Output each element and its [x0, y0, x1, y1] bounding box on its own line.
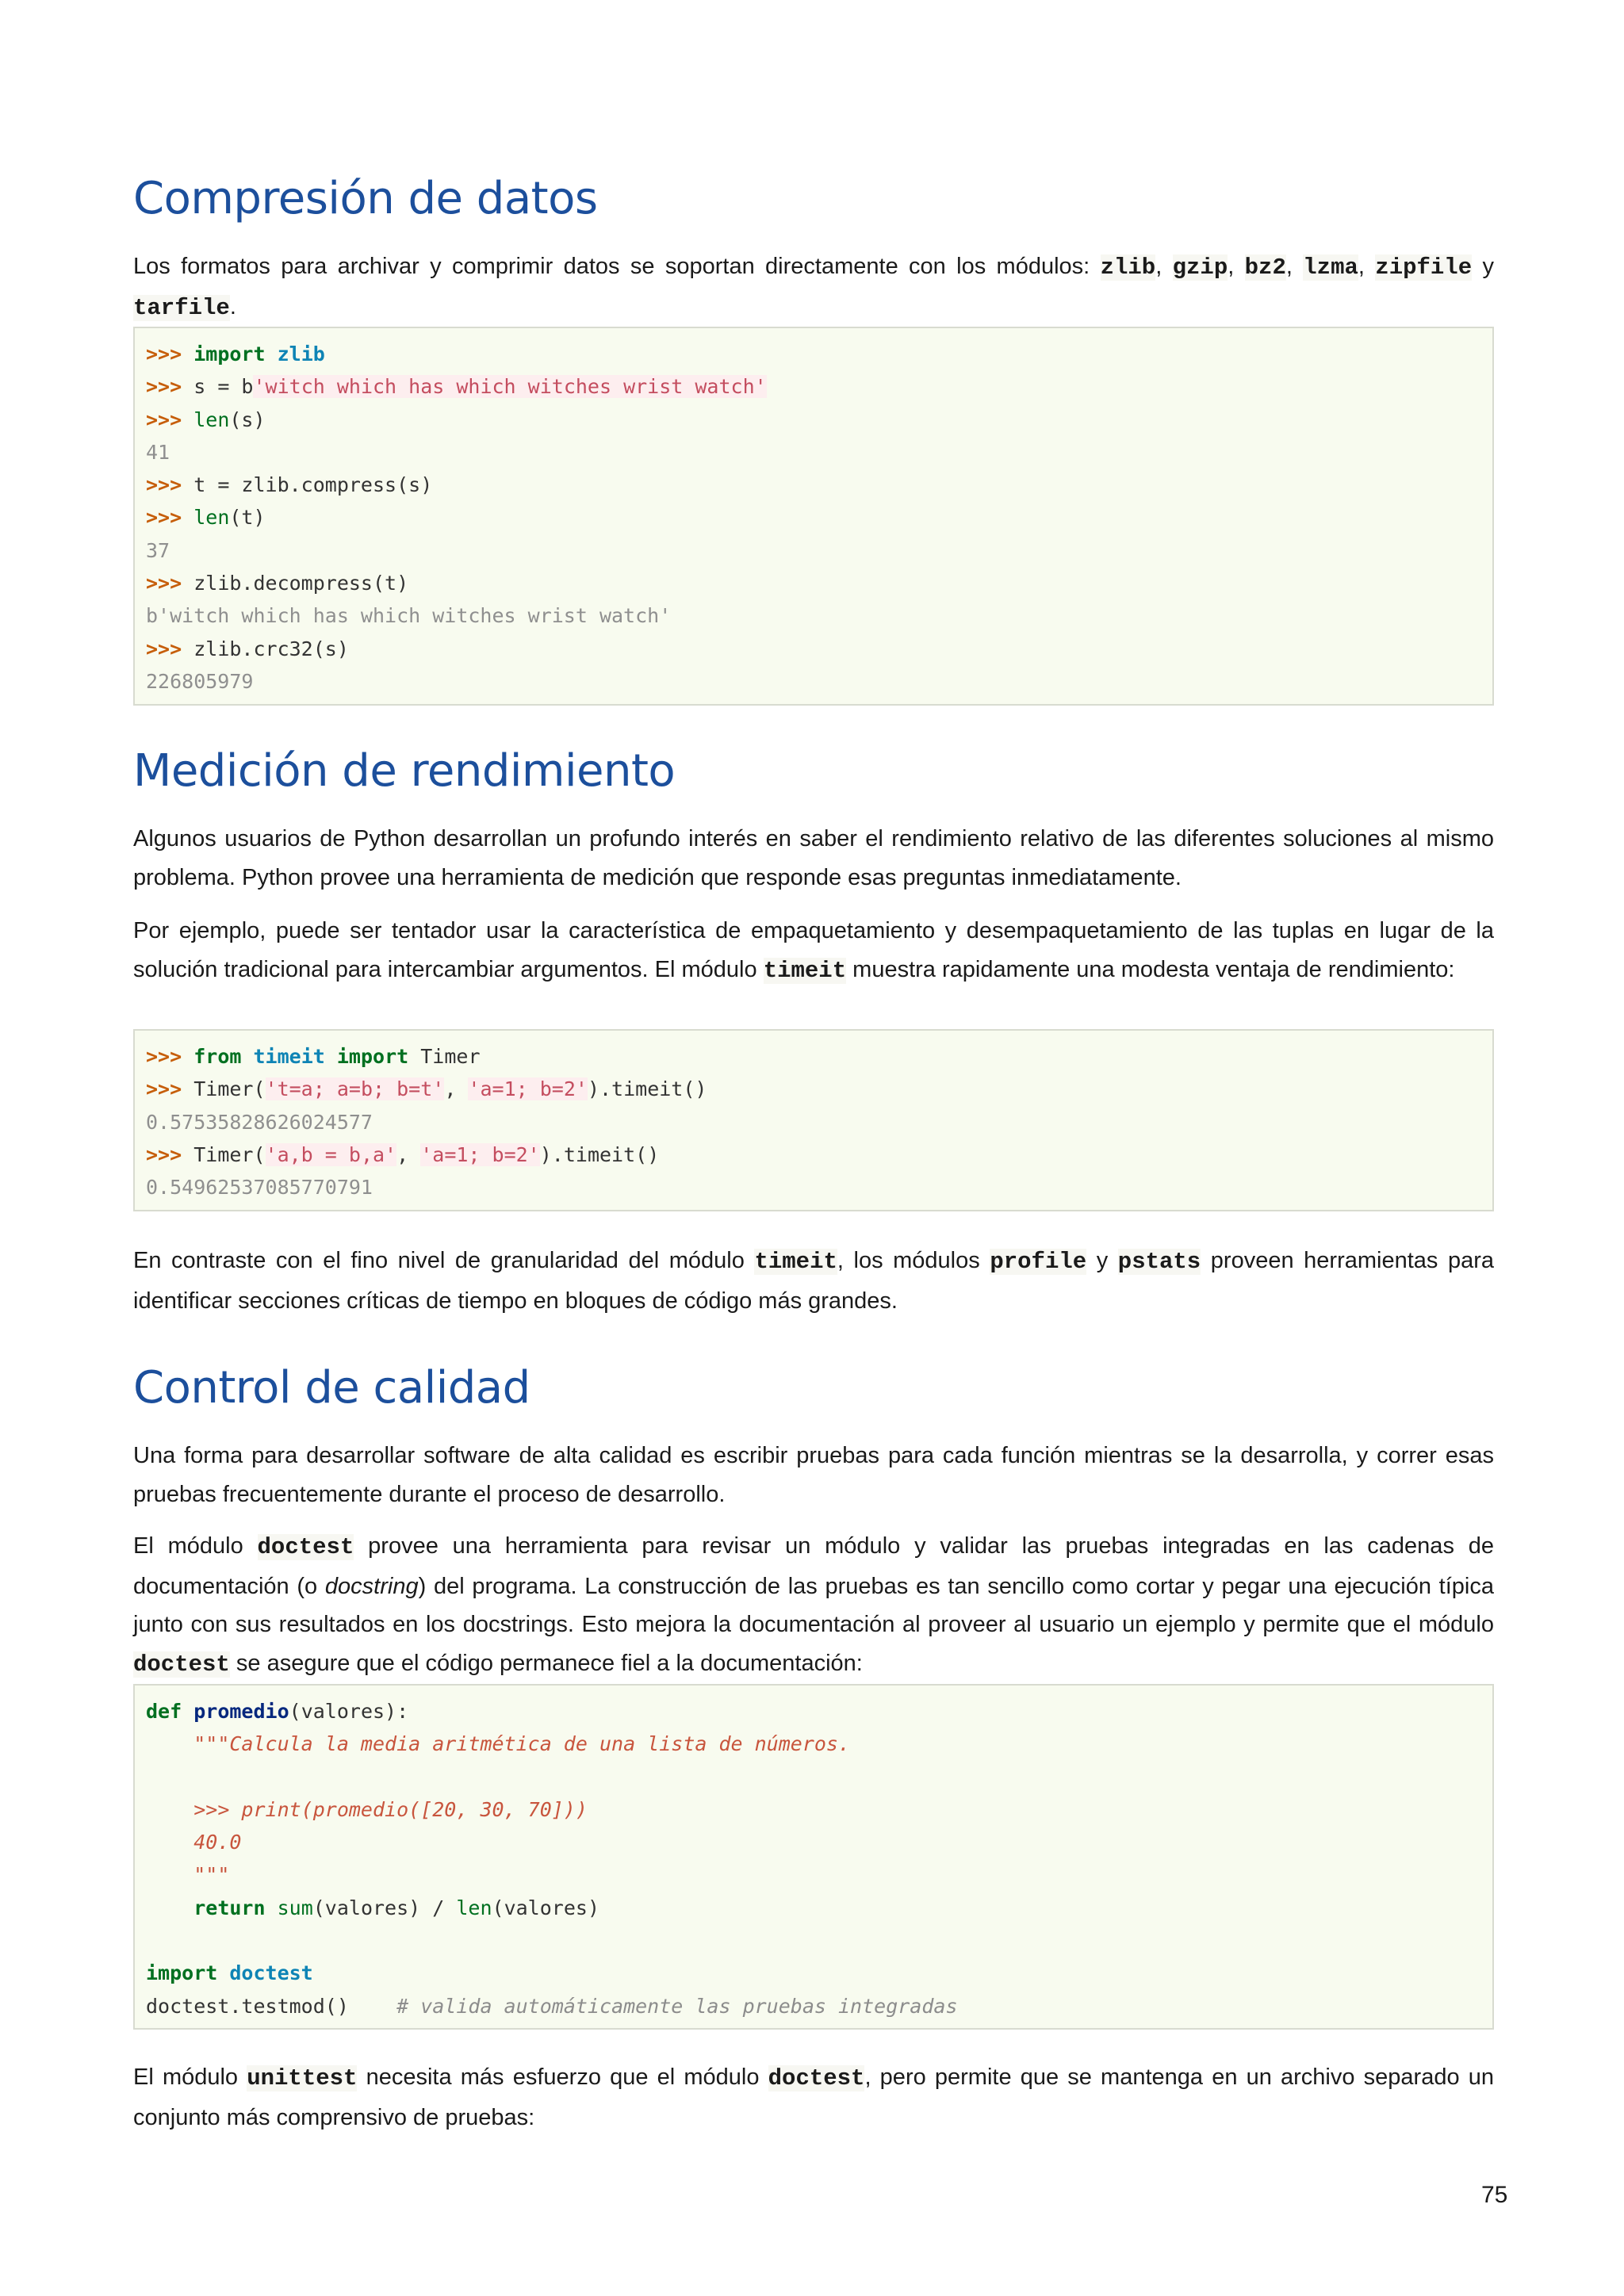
module-doctest: doctest — [257, 1534, 354, 1560]
performance-p1: Algunos usuarios de Python desarrollan un profundo interés en saber el rendimiento relativo de las diferentes soluciones al mismo problema. Python provee una herramienta de medición que responde esas preguntas inmediatamente. — [133, 826, 1494, 890]
module-tarfile: tarfile — [133, 294, 230, 321]
module-unittest: unittest — [247, 2065, 358, 2091]
code-block-timeit: >>> from timeit import Timer >>> Timer('t=a; a=b; b=t', 'a=1; b=2').timeit() 0.57535828626024577 >>> Timer('a,b = b,a', 'a=1; b=2').timeit() 0.54962537085770791 — [133, 1029, 1494, 1211]
module-doctest-ref2: doctest — [768, 2065, 865, 2091]
module-timeit: timeit — [763, 957, 847, 984]
quality-p1: Una forma para desarrollar software de alta calidad es escribir pruebas para cada función mientras se la desarrolla, y correr esas pruebas frecuentemente durante el proceso de desarrollo. — [133, 1443, 1494, 1507]
module-gzip: gzip — [1172, 254, 1228, 281]
module-doctest-ref: doctest — [133, 1651, 230, 1678]
quality-p3: El módulo unittest necesita más esfuerzo que el módulo doctest, pero permite que se mantenga en un archivo separado un conjunto más comprensivo de pruebas: — [133, 2064, 1495, 2130]
heading-medicion: Medición de rendimiento — [133, 745, 676, 797]
code-block-zlib: >>> import zlib >>> s = b'witch which has which witches wrist watch' >>> len(s) 41 >>> t = zlib.compress(s) >>> len(t) 37 >>> zlib.decompress(t) b'witch which has which witches wrist watch' >>> zlib.crc32(s) 226805979 — [133, 327, 1494, 706]
docstring-term: docstring — [324, 1573, 419, 1599]
module-timeit-ref: timeit — [754, 1249, 837, 1275]
performance-p3: En contraste con el fino nivel de granularidad del módulo timeit, los módulos profile y pstats proveen herramientas para identificar secciones críticas de tiempo en bloques de código más grandes. — [133, 1248, 1495, 1314]
module-zipfile: zipfile — [1375, 254, 1473, 281]
compression-intro: Los formatos para archivar y comprimir datos se soportan directamente con los módulos: zlib, gzip, bz2, lzma, zipfile y tarfile. — [133, 254, 1494, 321]
quality-p2: El módulo doctest provee una herramienta para revisar un módulo y validar las pruebas integradas en las cadenas de documentación (o docstring) del programa. La construcción de las pruebas es tan sencillo como cortar y pegar una ejecución típica junto con sus resultados en los docstrings. Esto mejora la documentación al proveer al usuario un ejemplo y permite que el módulo doctest se asegure que el código permanece fiel a la documentación: — [133, 1533, 1495, 1678]
heading-control: Control de calidad — [133, 1362, 530, 1414]
module-pstats: pstats — [1117, 1249, 1201, 1275]
page-number: 75 — [1481, 2182, 1508, 2208]
module-zlib: zlib — [1100, 254, 1156, 281]
module-profile: profile — [990, 1249, 1087, 1275]
code-block-doctest: def promedio(valores): """Calcula la media aritmética de una lista de números. >>> print(promedio([20, 30, 70])) 40.0 """ return sum(valores) / len(valores) import doctest doctest.testmod() # valida automáticamente las pruebas integradas — [133, 1684, 1494, 2030]
module-bz2: bz2 — [1244, 254, 1286, 281]
heading-compresion: Compresión de datos — [133, 173, 598, 224]
module-lzma: lzma — [1303, 254, 1358, 281]
performance-p2: Por ejemplo, puede ser tentador usar la característica de empaquetamiento y desempaquetamiento de las tuplas en lugar de la solución tradicional para intercambiar argumentos. El módulo timeit muestra rapidamente una modesta ventaja de rendimiento: — [133, 918, 1494, 984]
